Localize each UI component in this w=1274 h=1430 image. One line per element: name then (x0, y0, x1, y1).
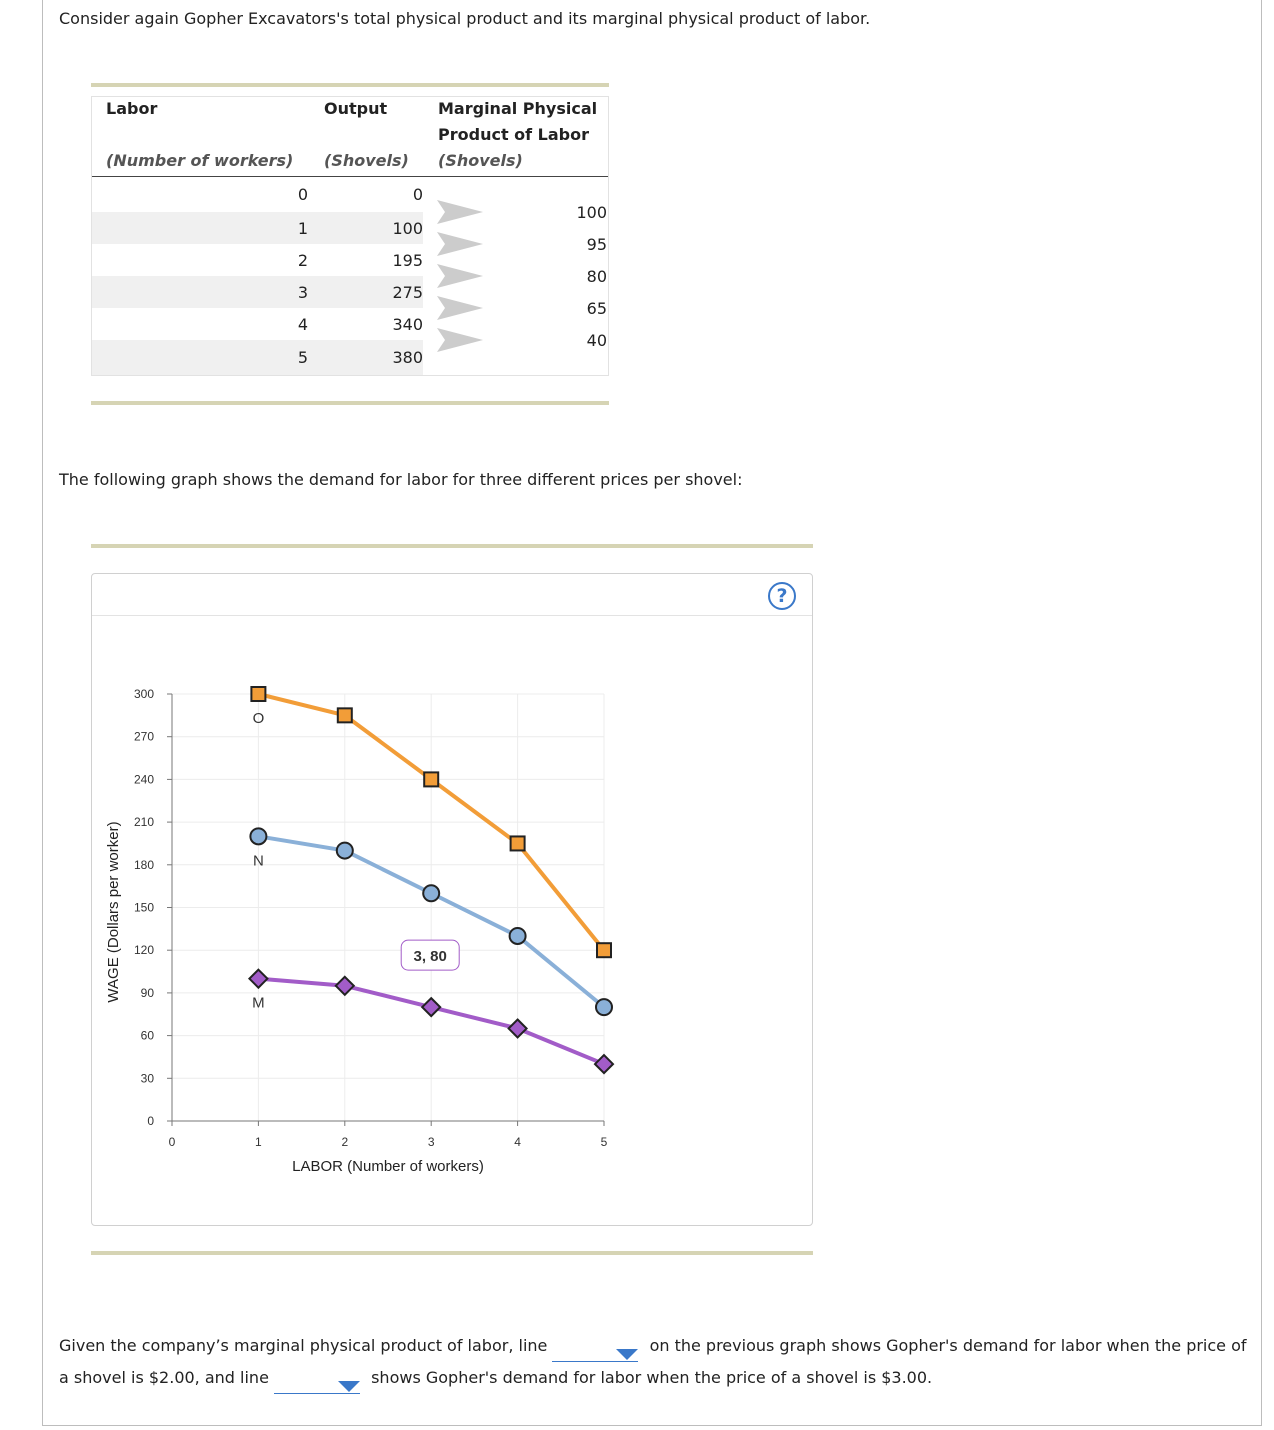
marker-N-4 (510, 928, 526, 944)
question-line-1 (59, 1330, 1247, 1362)
tick-label-x: 1 (255, 1135, 262, 1149)
y-axis-label: WAGE (Dollars per worker) (105, 821, 122, 1003)
x-axis-label: LABOR (Number of workers) (292, 1158, 484, 1175)
tick-label-y: 240 (133, 772, 154, 787)
marker-N-2 (337, 843, 353, 859)
output-unit: (Shovels) (324, 151, 409, 170)
question-text-3: a shovel is $2.00, and line (59, 1368, 269, 1387)
labor-unit: (Number of workers) (106, 151, 294, 170)
marker-M-3 (422, 998, 440, 1016)
mpl-cell: 65 (586, 299, 607, 318)
grid (172, 694, 604, 1121)
question-text-4: shows Gopher's demand for labor when the price of a shovel is $3.00. (371, 1368, 933, 1387)
labor-cell: 4 (297, 315, 308, 334)
tick-label-y: 30 (140, 1071, 154, 1086)
axes (105, 687, 608, 1175)
mpl-unit: (Shovels) (438, 151, 523, 170)
tooltip-text: 3, 80 (413, 948, 447, 966)
tick-label-y: 60 (140, 1028, 154, 1043)
tick-label-y: 120 (133, 943, 154, 958)
mpl-cell: 95 (586, 235, 607, 254)
question-text-1: Given the company’s marginal physical product of labor, line (59, 1336, 548, 1355)
labor-cell: 3 (297, 283, 308, 302)
tick-label-x: 3 (427, 1135, 435, 1149)
tick-label-y: 300 (133, 687, 154, 701)
labor-cell: 5 (297, 348, 308, 367)
line-label-O: O (252, 710, 265, 727)
tick-label-y: 180 (133, 857, 154, 872)
output-cell: 275 (392, 283, 423, 302)
labor-cell: 2 (297, 251, 308, 270)
output-header: Output (324, 99, 388, 118)
labor-cell: 0 (297, 185, 308, 204)
tick-label-x: 0 (168, 1135, 176, 1149)
mpl-cell: 100 (576, 203, 607, 222)
mpl-cell: 80 (586, 267, 607, 286)
marker-N-5 (596, 999, 612, 1015)
tick-label-y: 150 (133, 900, 154, 915)
graph-bottom-rule (91, 1251, 813, 1255)
marker-M-4 (509, 1019, 527, 1037)
mpl-header-line2: Product of Labor (438, 125, 590, 144)
price-3-line-dropdown[interactable] (274, 1369, 360, 1394)
line-label-M: M (252, 994, 265, 1012)
marker-O-4 (511, 836, 525, 850)
tick-label-x: 4 (514, 1135, 521, 1149)
tooltip (401, 940, 459, 970)
marker-O-5 (597, 943, 611, 957)
marker-N-1 (250, 828, 266, 844)
tick-label-y: 270 (133, 729, 154, 744)
output-cell: 380 (392, 348, 423, 367)
tick-label-y: 0 (147, 1114, 154, 1128)
labor-header: Labor (106, 99, 158, 118)
question-line-2 (59, 1362, 932, 1394)
marker-O-2 (338, 708, 352, 722)
labor-cell: 1 (297, 219, 308, 238)
tick-label-y: 90 (140, 985, 154, 1000)
output-cell: 100 (392, 219, 423, 238)
output-cell: 0 (412, 185, 423, 204)
graph-caption: The following graph shows the demand for labor for three different prices per shovel: (59, 470, 743, 489)
tick-label-x: 2 (341, 1135, 349, 1149)
chevron-down-icon (338, 1381, 360, 1392)
chevron-down-icon (616, 1349, 638, 1360)
output-cell: 195 (392, 251, 423, 270)
intro-text: Consider again Gopher Excavators's total physical product and its marginal physical product of labor. (59, 9, 871, 28)
tick-label-x: 5 (600, 1135, 608, 1149)
question-text-2: on the previous graph shows Gopher's demand for labor when the price of (649, 1336, 1247, 1355)
marker-M-1 (249, 970, 267, 988)
marker-M-2 (336, 977, 354, 995)
mpl-header-line1: Marginal Physical (438, 99, 598, 118)
help-button[interactable]: ? (768, 582, 796, 610)
marker-M-5 (595, 1055, 613, 1073)
line-label-N: N (252, 852, 264, 870)
marker-O-1 (251, 687, 265, 701)
price-2-line-dropdown[interactable] (552, 1337, 638, 1362)
marker-N-3 (423, 885, 439, 901)
tick-label-y: 210 (133, 815, 154, 830)
output-cell: 340 (392, 315, 423, 334)
marker-O-3 (424, 772, 438, 786)
mpl-cell: 40 (586, 331, 607, 350)
